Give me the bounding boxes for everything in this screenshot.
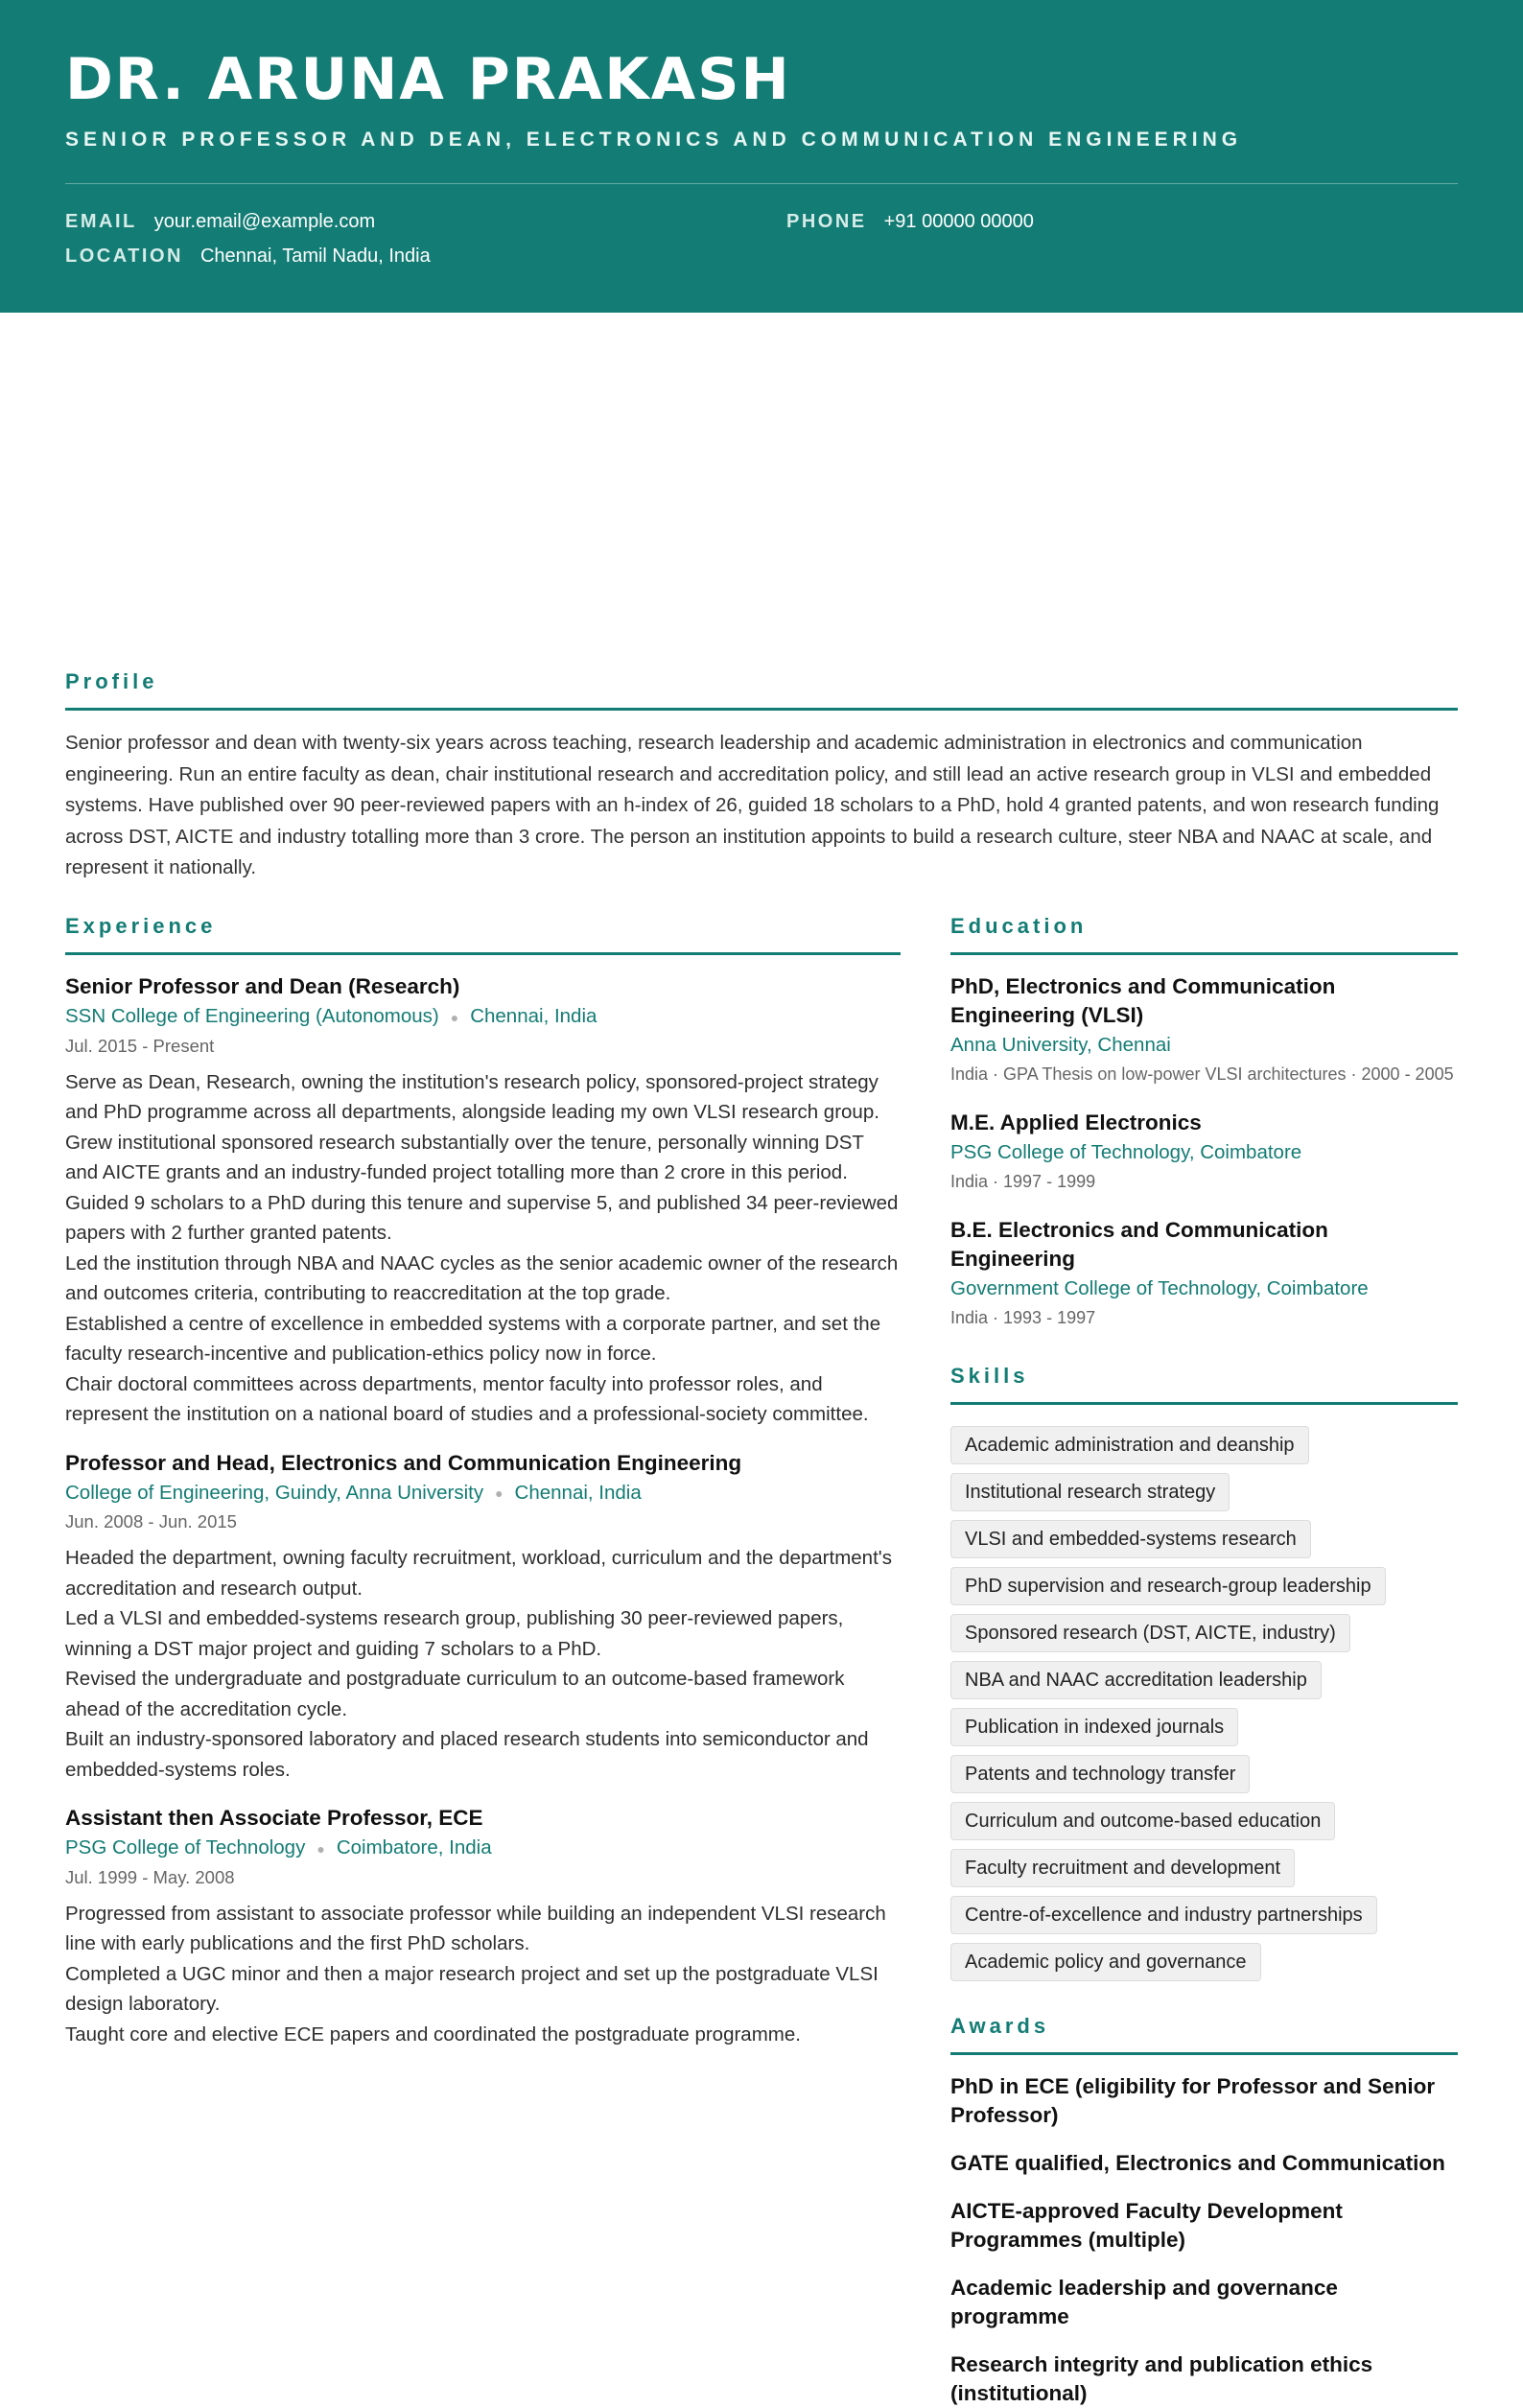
award-item: PhD in ECE (eligibility for Professor and Senior Professor) [950,2074,1436,2127]
job-date: Jun. 2008 - Jun. 2015 [65,1511,237,1532]
separator-dot-icon: ● [495,1485,504,1502]
phone-value[interactable]: +91 00000 00000 [883,211,1034,232]
sidebar-column [950,914,1458,2408]
job-org-line [65,1833,901,1864]
job-date: Jul. 2015 - Present [65,1035,215,1056]
education-degree: B.E. Electronics and Communication Engineering [950,1218,1328,1271]
education-section [950,914,1458,1331]
skills-section [950,1364,1458,1981]
skill-chip: Academic policy and governance [950,1943,1261,1981]
email-label: EMAIL [65,211,137,232]
skill-chip: Faculty recruitment and development [950,1849,1295,1887]
contact-email [65,211,375,233]
skill-chip: VLSI and embedded-systems research [950,1520,1311,1558]
education-school: Anna University, Chennai [950,1034,1171,1056]
job-title: Professor and Head, Electronics and Communication Engineering [65,1450,742,1475]
location-label: LOCATION [65,245,183,267]
job-bullet: Grew institutional sponsored research substantially over the tenure, personally winning DST and AICTE grants and an industry-funded project totalling more than 2 crore in this period. [65,1131,864,1184]
job-organization: College of Engineering, Guindy, Anna University [65,1481,484,1504]
separator-dot-icon: ● [450,1009,459,1025]
job-title: Senior Professor and Dean (Research) [65,974,460,998]
education-entry [950,1109,1458,1195]
skill-list [950,1426,1458,1981]
candidate-name: DR. ARUNA PRAKASH [65,46,791,113]
education-meta: India · GPA Thesis on low-power VLSI architectures · 2000 - 2005 [950,1064,1454,1084]
education-school: Government College of Technology, Coimbatore [950,1277,1369,1299]
skill-chip: Sponsored research (DST, AICTE, industry) [950,1614,1350,1652]
section-title-experience: Experience [65,914,901,955]
skill-chip: Publication in indexed journals [950,1708,1238,1746]
job-bullet: Serve as Dean, Research, owning the institution's research policy, sponsored-project strategy and PhD programme across all departments, alongside leading my own VLSI research group. [65,1070,879,1124]
job-bullet: Progressed from assistant to associate professor while building an independent VLSI research line with early publications and the first PhD scholars. [65,1902,886,1955]
job-bullet: Guided 9 scholars to a PhD during this tenure and supervise 5, and published 34 peer-reviewed papers with 2 further granted patents. [65,1191,899,1245]
award-item: Academic leadership and governance programme [950,2276,1338,2328]
education-school: PSG College of Technology, Coimbatore [950,1141,1302,1163]
job-bullet: Built an industry-sponsored laboratory and placed research students into semiconductor and embedded-systems roles. [65,1728,869,1781]
job-location: Coimbatore, India [336,1836,492,1859]
education-degree: M.E. Applied Electronics [950,1110,1202,1134]
skill-chip: Curriculum and outcome-based education [950,1802,1335,1840]
award-list [950,2072,1458,2408]
job-description [65,1899,901,2050]
job-entry [65,1449,901,1786]
awards-section [950,2014,1458,2408]
job-bullet: Established a centre of excellence in embedded systems with a corporate partner, and set the faculty research-incentive and publication-ethics policy now in force. [65,1312,881,1366]
award-item: AICTE-approved Faculty Development Programmes (multiple) [950,2199,1343,2252]
job-title: Assistant then Associate Professor, ECE [65,1806,483,1831]
job-bullet: Taught core and elective ECE papers and coordinated the postgraduate programme. [65,2022,801,2046]
job-bullet: Led the institution through NBA and NAAC cycles as the senior academic owner of the research and outcomes criteria, contributing to reaccreditation at the top grade. [65,1251,899,1305]
job-description [65,1067,901,1430]
job-bullet: Headed the department, owning faculty recruitment, workload, curriculum and the department's accreditation and research output. [65,1547,892,1600]
section-title-education: Education [950,914,1458,955]
award-item: GATE qualified, Electronics and Communication [950,2151,1445,2175]
education-list [950,972,1458,1331]
job-entry [65,972,901,1430]
skill-chip: Centre-of-excellence and industry partnerships [950,1896,1377,1934]
job-organization: PSG College of Technology [65,1836,306,1859]
headline: SENIOR PROFESSOR AND DEAN, ELECTRONICS AND COMMUNICATION ENGINEERING [65,129,1243,151]
experience-section [65,914,901,2049]
header-divider [65,183,1458,184]
section-title-awards: Awards [950,2014,1458,2055]
skill-chip: Academic administration and deanship [950,1426,1309,1464]
education-entry [950,1216,1458,1331]
skill-chip: Institutional research strategy [950,1473,1230,1511]
section-title-profile: Profile [65,669,1458,711]
job-org-line [65,1478,901,1509]
job-bullet: Completed a UGC minor and then a major research project and set up the postgraduate VLSI design laboratory. [65,1962,879,2016]
job-description [65,1543,901,1785]
contact-location [65,245,431,268]
skill-chip: NBA and NAAC accreditation leadership [950,1661,1322,1699]
profile-section [65,669,1458,884]
education-entry [950,972,1458,1087]
education-meta: India · 1993 - 1997 [950,1308,1096,1327]
job-entry [65,1804,901,2049]
phone-label: PHONE [786,211,867,232]
job-date: Jul. 1999 - May. 2008 [65,1866,235,1887]
contact-phone [786,211,1034,233]
job-bullet: Chair doctoral committees across departments, mentor faculty into professor roles, and represent the institution on a national board of studies and a professional-society committee. [65,1372,869,1426]
job-location: Chennai, India [514,1481,642,1504]
job-org-line [65,1001,901,1033]
location-value: Chennai, Tamil Nadu, India [199,245,431,267]
section-title-skills: Skills [950,1364,1458,1405]
resume-header [0,0,1523,313]
job-location: Chennai, India [470,1005,597,1027]
email-value[interactable]: your.email@example.com [153,211,376,232]
job-list [65,972,901,2049]
job-bullet: Revised the undergraduate and postgraduate curriculum to an outcome-based framework ahead of the accreditation cycle. [65,1668,845,1720]
skill-chip: Patents and technology transfer [950,1755,1250,1793]
job-bullet: Led a VLSI and embedded-systems research group, publishing 30 peer-reviewed papers, winning a DST major project and guiding 7 scholars to a PhD. [65,1607,844,1660]
profile-text: Senior professor and dean with twenty-six years across teaching, research leadership and academic administration in electronics and communication engineering. Run an entire faculty as dean, chair institutional research and accreditation policy, and still lead an active research group in VLSI and embedded systems. Have published over 90 peer-reviewed papers with an h-index of 26, guided 18 scholars to a PhD, hold 4 granted patents, and won research funding across DST, AICTE and industry totalling more than 3 crore. The person an institution appoints to build a research culture, steer NBA and NAAC at scale, and represent it nationally. [65,732,1440,878]
skill-chip: PhD supervision and research-group leadership [950,1567,1386,1605]
job-organization: SSN College of Engineering (Autonomous) [65,1005,439,1027]
separator-dot-icon: ● [316,1840,325,1857]
education-meta: India · 1997 - 1999 [950,1172,1096,1191]
education-degree: PhD, Electronics and Communication Engineering (VLSI) [950,974,1336,1027]
award-item: Research integrity and publication ethics (institutional) [950,2352,1373,2405]
